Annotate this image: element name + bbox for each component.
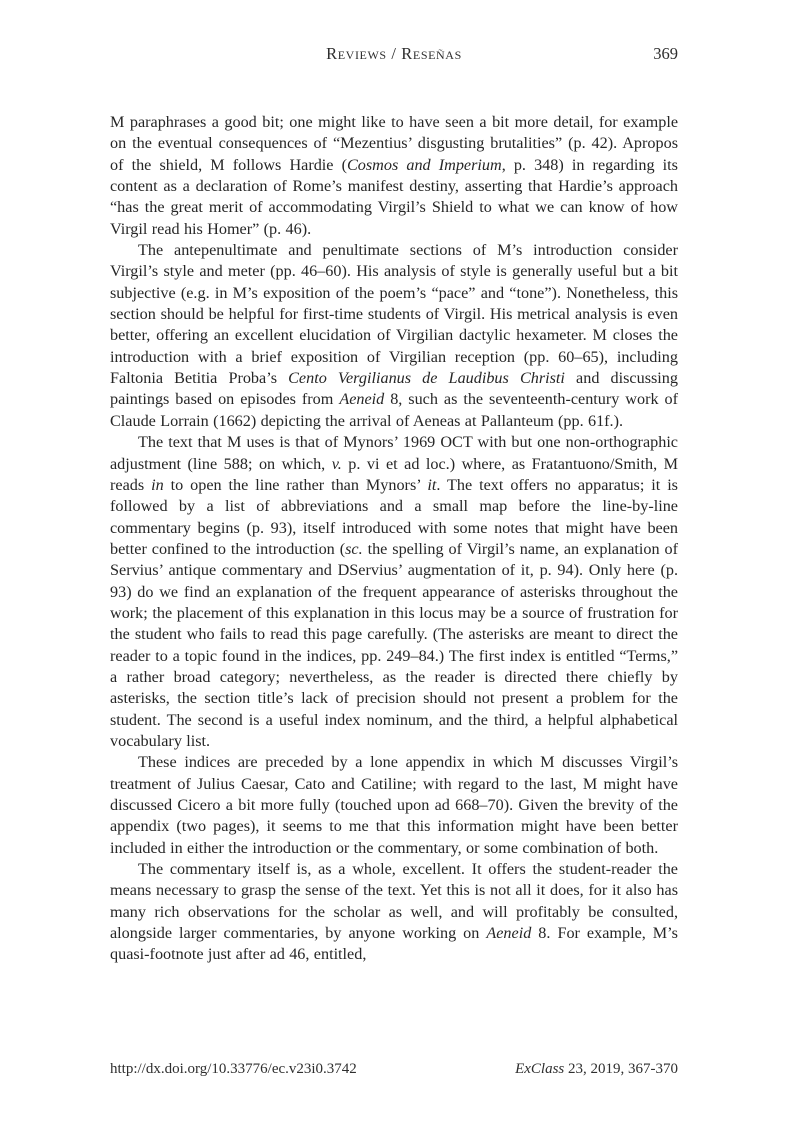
doi-text: http://dx.doi.org/10.33776/ec.v23i0.3742 — [110, 1061, 357, 1077]
paragraph — [110, 240, 678, 432]
paragraph — [110, 432, 678, 752]
text-run: 23, 2019, 367-370 — [564, 1061, 678, 1077]
journal-citation — [515, 1061, 678, 1078]
italic-text-run: Aeneid — [339, 390, 385, 409]
page-footer — [110, 1061, 678, 1078]
text-run: 8. For example, M’s quasi-footnote just after ad 46, entitled, — [110, 924, 678, 964]
text-run: These indices are preceded by a lone appendix in which M discusses Virgil’s treatment of Julius Caesar, Cato and Catiline; with regard to the last, M might have discussed Cicero a bit more fully (touched upon ad 668–70). Given the brevity of the appendix (two pages), it seems to me that this information might have been better included in either the introduction or the commentary, or some combination of both. — [110, 753, 678, 857]
italic-text-run: sc. — [345, 539, 363, 558]
text-run: to open the line rather than Mynors’ — [163, 475, 428, 494]
text-run: and discussing paintings based on episodes from — [110, 369, 678, 409]
review-body-text — [110, 112, 678, 966]
page-header — [110, 44, 678, 66]
paragraph — [110, 752, 678, 859]
text-run: 8, such as the seventeenth-century work of Claude Lorrain (1662) depicting the arrival of Aeneas at Pallanteum (pp. 61f.). — [110, 390, 679, 430]
paragraph — [110, 859, 678, 966]
italic-text-run: v. — [331, 454, 342, 473]
running-head-title: Reviews / Reseñas — [326, 44, 462, 63]
italic-text-run: ExClass — [515, 1061, 565, 1077]
italic-text-run: Cosmos and Imperium — [346, 155, 502, 174]
text-run: the spelling of Virgil’s name, an explanation of Servius’ antique commentary and DServius’ augmentation of it, p. 94). Only here (p. 93) do we find an explanation of the frequent appearance of asterisks throughout the work; the placement of this explanation in this locus may be a source of frustration for the student who fails to read this page carefully. (The asterisks are meant to direct the reader to a topic found in the indices, pp. 249–84.) The first index is entitled “Terms,” a rather broad category; nevertheless, as the reader is directed there chiefly by asterisks, the section title’s lack of precision should not present a problem for the student. The second is a useful index nominum, and the third, a helpful alphabetical vocabulary list. — [110, 539, 678, 750]
text-run: . The text offers no apparatus; it is followed by a list of abbreviations and a small map before the line-by-line commentary begins (p. 93), itself introduced with some notes that might have been better confined to the introduction ( — [110, 475, 678, 558]
text-run: The antepenultimate and penultimate sections of M’s introduction consider Virgil’s style and meter (pp. 46–60). His analysis of style is generally useful but a bit subjective (e.g. in M’s exposition of the poem’s “pace” and “tone”). Nonetheless, this section should be helpful for first-time students of Virgil. His metrical analysis is even better, offering an excellent elucidation of Virgilian dactylic hexameter. M closes the introduction with a brief exposition of Virgilian reception (pp. 60–65), including Faltonia Betitia Proba’s — [110, 241, 678, 388]
page-number: 369 — [653, 44, 678, 63]
paragraph — [110, 112, 678, 240]
text-run: p. vi et ad loc.) where, as Fratantuono/Smith, M reads — [110, 454, 679, 494]
text-run: The text that M uses is that of Mynors’ 1969 OCT with but one non-orthographic adjustment (line 588; on which, — [110, 433, 678, 473]
italic-text-run: Aeneid — [486, 924, 532, 943]
text-run: M paraphrases a good bit; one might like to have seen a bit more detail, for example on the eventual consequences of “Mezentius’ disgusting brutalities” (p. 42). Apropos of the shield, M follows Hardie ( — [110, 113, 678, 174]
italic-text-run: Cento Vergilianus de Laudibus Christi — [288, 369, 565, 388]
text-run: The commentary itself is, as a whole, excellent. It offers the student-reader the means necessary to grasp the sense of the text. Yet this is not all it does, for it also has many rich observations for the scholar as well, and will profitably be consulted, alongside larger commentaries, by anyone working on — [110, 860, 678, 943]
italic-text-run: it — [427, 475, 437, 494]
text-run: , p. 348) in regarding its content as a declaration of Rome’s manifest destiny, asserting that Hardie’s approach “has the great merit of accommodating Virgil’s Shield to what we can know of how Virgil read his Homer” (p. 46). — [110, 155, 678, 238]
italic-text-run: in — [151, 475, 164, 494]
